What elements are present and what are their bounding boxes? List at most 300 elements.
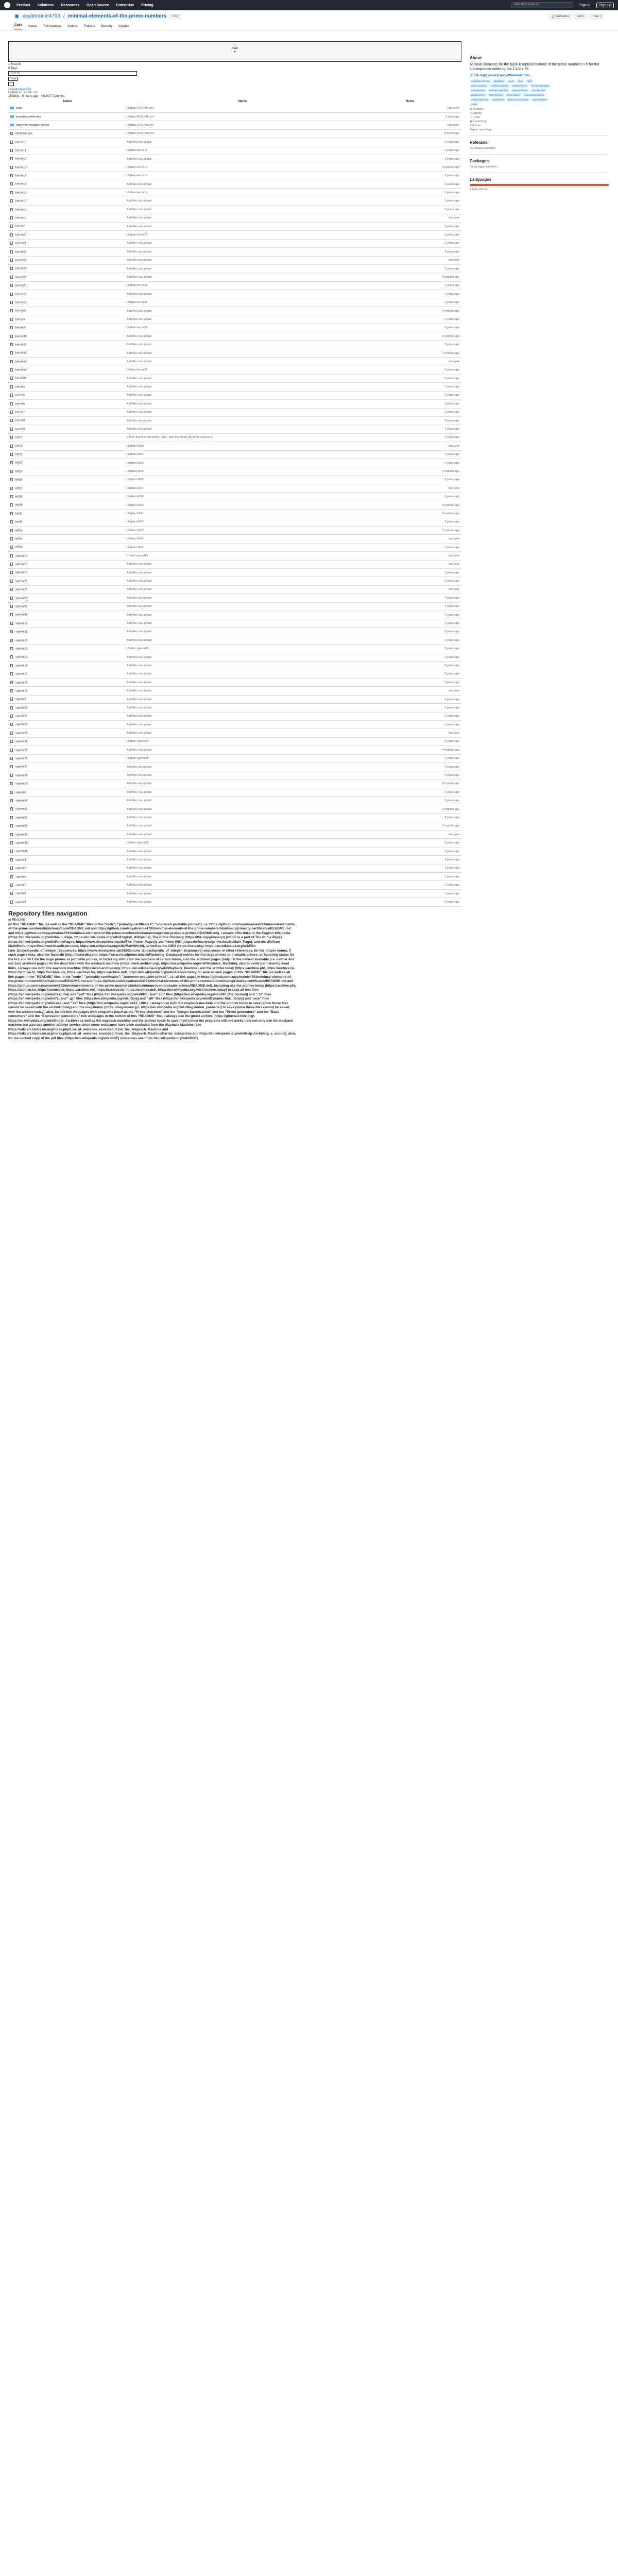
file-name-link[interactable]: vajsem24 [15, 740, 28, 743]
file-icon [10, 630, 13, 633]
file-name-link[interactable]: unproven-probable-primes [16, 123, 49, 127]
file-name-link[interactable]: vajsem9 [15, 901, 26, 904]
topic-tag[interactable]: prime-factors [505, 93, 522, 97]
activity-link-label: Activity [472, 112, 482, 115]
file-commit-link[interactable]: Add files via upload [127, 715, 151, 718]
commit-author-link[interactable]: xayahrainie4793 [8, 88, 31, 91]
file-name-link[interactable]: vajsem2 [15, 698, 26, 701]
file-commit-link[interactable]: Add files via upload [127, 664, 151, 667]
file-name-link[interactable]: kernel10 [15, 140, 27, 144]
file-commit-link[interactable]: Add files via upload [127, 850, 151, 853]
topic-tag[interactable]: prime-factorizations [507, 98, 530, 101]
topic-tag[interactable]: formal-languages [530, 84, 551, 88]
file-name-link[interactable]: vajsem19 [15, 689, 28, 693]
file-name-link[interactable]: vajsem8 [15, 892, 26, 895]
file-commit-link[interactable]: Add files via upload [127, 276, 151, 279]
file-name-link[interactable]: vajsem22 [15, 723, 28, 726]
sign-in-link[interactable]: Sign in [579, 3, 591, 7]
file-name-link[interactable]: kernel35 [15, 368, 27, 372]
file-name-link[interactable]: kernel6 [15, 402, 25, 406]
file-name-link[interactable]: vajsem35 [15, 841, 28, 845]
file-name-link[interactable]: left17 [15, 436, 23, 439]
file-commit-link[interactable]: Update vajsem13 [127, 647, 149, 651]
file-commit-link[interactable]: Add files via upload [127, 411, 151, 414]
file-commit-link[interactable]: Add files via upload [127, 875, 151, 878]
sign-up-button[interactable]: Sign up [596, 3, 614, 8]
file-name-link[interactable]: vajsem33 [15, 824, 28, 828]
file-name-link[interactable]: README.md [15, 132, 32, 135]
file-commit-link[interactable]: Update vajsem35 [127, 841, 149, 845]
topic-tag[interactable]: million-table-tool [470, 98, 490, 101]
notifications-button[interactable] [549, 14, 572, 19]
file-name-cell [8, 189, 127, 197]
file-name-link[interactable]: kernel12 [15, 157, 27, 161]
file-commit-link[interactable]: Add files via upload [127, 807, 151, 811]
file-commit-link[interactable]: Add files via upload [127, 816, 151, 819]
file-name-link[interactable]: vajsem32 [15, 816, 28, 820]
file-icon [10, 259, 13, 262]
file-commit-link[interactable]: Update left27 [127, 486, 144, 490]
file-commit-link[interactable]: Add files via upload [127, 698, 151, 701]
file-name-link[interactable]: left32 [15, 520, 23, 524]
file-commit-link[interactable]: Add files via upload [127, 867, 151, 870]
file-icon [10, 529, 13, 532]
topic-tag[interactable]: unsolved-problems [523, 93, 545, 97]
file-commit-link[interactable]: Add files via upload [127, 267, 151, 270]
file-name-link[interactable]: vajsem31 [15, 807, 28, 811]
packages-heading[interactable]: Packages [470, 159, 489, 163]
file-name-link[interactable]: left33 [15, 529, 23, 532]
commit-message-cell [127, 239, 358, 247]
repo-name-link[interactable]: minimal-elements-of-the-prime-numbers [67, 13, 167, 19]
file-commit-link[interactable]: Add files via upload [127, 571, 151, 574]
file-commit-link[interactable]: Add files via upload [127, 199, 151, 203]
topic-tag[interactable]: finite-devices [488, 93, 504, 97]
file-commit-link[interactable]: a PRP found for the family {8}{0}, also the family {8}{0}8 is covered b… [127, 436, 216, 439]
branch-selector[interactable] [8, 41, 461, 62]
commit-date: 2 years ago [358, 408, 461, 416]
topic-tag[interactable]: partial-orders [470, 93, 487, 97]
file-commit-link[interactable]: Add files via upload [127, 377, 151, 380]
file-commit-link[interactable]: Add files via upload [127, 723, 151, 726]
file-commit-link[interactable]: Update kernel28 [127, 301, 148, 304]
file-commit-link[interactable]: Add files via upload [127, 334, 151, 338]
file-commit-link[interactable]: Add files via upload [127, 782, 151, 786]
file-commit-link[interactable]: Update left19 [127, 444, 144, 448]
tab-issues[interactable]: Issues [28, 25, 38, 28]
file-name-link[interactable]: vajsem11 [15, 630, 28, 634]
file-commit-link[interactable]: Update left33 [127, 529, 144, 532]
file-commit-link[interactable]: Update left36 [127, 546, 144, 549]
file-name-link[interactable]: vajsem27 [15, 765, 28, 769]
file-name-link[interactable]: vajsem34 [15, 833, 28, 837]
file-name-link[interactable]: special27 [15, 588, 28, 591]
fork-button[interactable] [574, 14, 587, 19]
file-commit-link[interactable]: Add files via upload [127, 402, 151, 405]
file-commit-link[interactable]: Add files via upload [127, 748, 151, 752]
file-name-link[interactable]: kernel9 [15, 428, 25, 431]
nav-enterprise[interactable]: Enterprise [116, 3, 134, 7]
file-commit-link[interactable]: Update left25 [127, 469, 144, 473]
language-item[interactable] [470, 188, 609, 191]
file-commit-link[interactable]: Update kernel20 [127, 233, 148, 237]
file-name-link[interactable]: kernel24 [15, 267, 27, 270]
file-name-link[interactable]: left21 [15, 453, 23, 456]
file-commit-link[interactable]: Create special19 [127, 554, 148, 557]
file-name-link[interactable]: kernel20 [15, 233, 27, 237]
file-name-link[interactable]: kernel15 [15, 182, 27, 186]
tab-pull-requests[interactable]: Pull requests [43, 25, 62, 28]
file-commit-link[interactable]: Add files via upload [127, 394, 151, 397]
file-name-link[interactable]: kernel16 [15, 191, 27, 195]
commit-date: 2 years ago [358, 543, 461, 551]
file-name-link[interactable]: kernel30 [15, 326, 27, 330]
commit-count-link[interactable]: 1,007 Commits [43, 95, 65, 98]
file-name-link[interactable]: left23 [15, 461, 23, 465]
file-name-link[interactable]: vajsem16 [15, 664, 28, 668]
file-name-link[interactable]: kernel36 [15, 377, 27, 380]
topic-tag[interactable]: subsequence [470, 89, 487, 92]
topic-tag[interactable]: primality-test [530, 89, 547, 92]
file-name-link[interactable]: vajsem10 [15, 622, 28, 625]
file-name-cell [8, 248, 127, 256]
commit-message-link[interactable]: Update README.md [8, 91, 38, 94]
topic-tag[interactable]: number-systems [489, 84, 509, 88]
file-name-link[interactable]: kernel28 [15, 301, 27, 304]
topic-tag[interactable]: prime-numbers [470, 84, 488, 88]
file-name-link[interactable]: left34 [15, 537, 23, 541]
topic-tag[interactable]: radix [525, 79, 534, 83]
file-commit-link[interactable]: Add files via upload [127, 360, 151, 363]
tag-count-link[interactable]: 0 Tags [8, 67, 18, 70]
file-name-link[interactable]: kernel27 [15, 293, 27, 296]
file-name-link[interactable]: kernel11 [15, 149, 26, 152]
file-name-link[interactable]: kernel14 [15, 174, 27, 178]
nav-pricing[interactable]: Pricing [141, 3, 153, 7]
file-name-link[interactable]: kernel26 [15, 284, 27, 287]
file-commit-link[interactable]: Add files via upload [127, 317, 151, 321]
file-commit-link[interactable]: Add files via upload [127, 689, 151, 693]
activity-link[interactable] [470, 112, 609, 115]
nav-product[interactable]: Product [16, 3, 30, 7]
file-name-link[interactable]: kernel18 [15, 208, 27, 212]
file-icon [10, 698, 13, 701]
file-commit-link[interactable]: Update README.md [127, 115, 153, 118]
commit-message-cell [127, 889, 358, 897]
file-commit-link[interactable]: Update kernel14 [127, 174, 148, 178]
file-name-link[interactable]: vajsem26 [15, 757, 28, 760]
file-row [8, 779, 461, 788]
file-commit-link[interactable]: Add files via upload [127, 225, 151, 228]
file-name-link[interactable]: kernel31 [15, 334, 27, 338]
homepage-link[interactable] [470, 74, 609, 77]
file-commit-link[interactable]: Add files via upload [127, 428, 151, 431]
topic-tag[interactable]: computer-science [470, 79, 491, 83]
col-header-name: Name [63, 100, 72, 103]
file-commit-link[interactable]: Add files via upload [127, 605, 151, 608]
github-logo-icon[interactable] [4, 2, 10, 8]
file-commit-link[interactable]: Add files via upload [127, 250, 151, 253]
file-name-cell [8, 847, 127, 855]
file-name-link[interactable]: vajsem5 [15, 867, 26, 870]
file-commit-link[interactable]: Add files via upload [127, 622, 151, 625]
file-commit-link[interactable]: Update left29 [127, 503, 144, 507]
forks-link[interactable] [470, 124, 609, 127]
file-commit-link[interactable]: Update README.md [127, 132, 153, 135]
file-name-link[interactable]: vajsem13 [15, 647, 28, 651]
file-name-link[interactable]: kernel25 [15, 276, 27, 279]
code-button[interactable]: Code [8, 77, 18, 81]
file-commit-link[interactable]: Add files via upload [127, 563, 151, 566]
file-commit-link[interactable]: Update left28 [127, 495, 144, 499]
file-name-link[interactable]: kernel8 [15, 419, 25, 422]
nav-solutions[interactable]: Solutions [37, 3, 54, 7]
nav-open-source[interactable]: Open Source [87, 3, 109, 7]
topic-tag[interactable]: open-problems [511, 89, 529, 92]
file-name-link[interactable]: vajsem18 [15, 681, 28, 684]
nav-resources[interactable]: Resources [61, 3, 80, 7]
commit-message-cell [127, 121, 358, 129]
topic-tag[interactable]: number-theory [511, 84, 529, 88]
file-name-link[interactable]: kernel17 [15, 199, 27, 203]
file-commit-link[interactable]: Add files via upload [127, 672, 151, 676]
file-commit-link[interactable]: Add files via upload [127, 638, 151, 642]
file-commit-link[interactable]: Add files via upload [127, 259, 151, 262]
file-name-link[interactable]: vajsem7 [15, 884, 26, 887]
file-commit-link[interactable]: Add files via upload [127, 790, 151, 794]
file-commit-link[interactable]: Add files via upload [127, 630, 151, 634]
file-name-link[interactable]: kernel21 [15, 242, 27, 245]
commit-date: 2 years ago [358, 425, 461, 433]
file-commit-link[interactable]: Add files via upload [127, 613, 151, 617]
readme-link[interactable] [470, 108, 609, 111]
commit-date: last year [358, 535, 461, 543]
file-commit-link[interactable]: Add files via upload [127, 385, 151, 389]
file-row [8, 493, 461, 501]
file-name-link[interactable]: left36 [15, 546, 23, 549]
search-input[interactable]: Search or jump to... [511, 2, 573, 8]
tab-actions[interactable]: Actions [67, 25, 78, 28]
file-name-link[interactable]: left31 [15, 512, 23, 516]
go-to-file-input[interactable]: Go to file [8, 71, 137, 76]
file-commit-link[interactable]: Update kernel16 [127, 191, 148, 195]
file-commit-link[interactable]: Update left26 [127, 478, 144, 482]
file-commit-link[interactable]: Add files via upload [127, 216, 151, 220]
file-name-link[interactable]: left28 [15, 495, 23, 499]
commit-date: last year [358, 214, 461, 222]
file-name-link[interactable]: vajsem29 [15, 782, 28, 786]
file-commit-link[interactable]: Update README.md [127, 123, 153, 127]
file-name-link[interactable]: left19 [15, 445, 23, 448]
file-commit-link[interactable]: Update vajsem26 [127, 757, 149, 760]
file-commit-link[interactable]: Add files via upload [127, 182, 151, 186]
file-commit-link[interactable]: Update kernel35 [127, 368, 148, 372]
commit-date: 2 years ago [358, 594, 461, 602]
file-name-link[interactable]: vajsem6 [15, 875, 26, 878]
file-icon [10, 326, 13, 329]
file-commit-link[interactable]: Add files via upload [127, 419, 151, 422]
file-name-link[interactable]: vajsem23 [15, 732, 28, 735]
file-name-link[interactable]: kernel4 [15, 385, 25, 389]
topic-tag[interactable]: heuristic-algorithm [488, 89, 510, 92]
book-icon: ▤ [8, 918, 12, 922]
file-commit-link[interactable]: Update README.md [127, 106, 153, 110]
file-name-link[interactable]: kernel13 [15, 166, 27, 170]
file-name-link[interactable]: special35 [15, 613, 28, 617]
file-name-link[interactable]: kernel23 [15, 259, 27, 262]
file-icon [10, 318, 13, 321]
file-commit-link[interactable]: Add files via upload [127, 833, 151, 836]
file-name-cell [8, 670, 127, 678]
file-commit-link[interactable]: Update left23 [127, 461, 144, 465]
commit-sha[interactable]: 15fd83c [8, 95, 20, 98]
file-name-link[interactable]: vajsem20 [15, 706, 28, 710]
file-commit-link[interactable]: Add files via upload [127, 292, 151, 296]
file-commit-link[interactable]: Update kernel11 [127, 149, 147, 152]
file-name-link[interactable]: left27 [15, 487, 23, 490]
file-commit-link[interactable]: Add files via upload [127, 900, 151, 904]
commit-message-cell [127, 391, 358, 399]
topic-tag[interactable]: prime-families [531, 98, 548, 101]
file-name-link[interactable]: left25 [15, 470, 23, 473]
file-icon [10, 191, 13, 194]
file-name-link[interactable]: vajsem28 [15, 774, 28, 777]
tab-insights[interactable]: Insights [118, 25, 129, 28]
file-commit-link[interactable]: Update kernel30 [127, 326, 148, 330]
file-name-link[interactable]: special19 [15, 554, 28, 558]
file-commit-link[interactable]: Update left21 [127, 453, 144, 456]
file-commit-link[interactable]: Add files via upload [127, 774, 151, 777]
file-name-link[interactable]: vajsem3 [15, 791, 26, 794]
file-commit-link[interactable]: Add files via upload [127, 309, 151, 313]
file-commit-link[interactable]: Update left32 [127, 520, 144, 524]
topic-tag[interactable]: base [517, 79, 525, 83]
file-name-link[interactable]: vajsem25 [15, 749, 28, 752]
file-name-link[interactable]: special23 [15, 563, 28, 566]
file-name-link[interactable]: special26 [15, 580, 28, 583]
file-name-link[interactable]: special28 [15, 597, 28, 600]
commit-message-cell [127, 206, 358, 214]
file-name-link[interactable]: vajsem17 [15, 672, 28, 676]
file-commit-link[interactable]: Add files via upload [127, 681, 151, 684]
file-commit-link[interactable]: Add files via upload [127, 140, 151, 144]
file-icon [10, 233, 13, 236]
readme-tab[interactable] [8, 918, 461, 922]
file-commit-link[interactable]: Add files via upload [127, 824, 151, 828]
commit-time: 8 hours ago [22, 95, 39, 98]
file-name-link[interactable]: kernel33 [15, 351, 27, 355]
file-name-link[interactable]: vajsem12 [15, 639, 28, 642]
file-name-link[interactable]: vajsem4 [15, 858, 26, 862]
file-commit-link[interactable]: Add files via upload [127, 858, 151, 861]
file-name-link[interactable]: code [16, 106, 22, 110]
topic-tag[interactable]: millon [470, 103, 479, 106]
packages-section [470, 159, 609, 168]
report-repository-link[interactable]: Report repository [470, 128, 492, 131]
file-commit-link[interactable]: Update kernel13 [127, 165, 148, 169]
file-commit-link[interactable]: Update left31 [127, 512, 144, 515]
topic-tag[interactable]: algorithms [492, 79, 506, 83]
file-row [8, 206, 461, 214]
file-commit-link[interactable]: Add files via upload [127, 208, 151, 211]
file-name-link[interactable]: kernel22 [15, 250, 27, 254]
tab-security[interactable]: Security [101, 25, 113, 28]
file-icon [10, 774, 13, 777]
commit-date: 2 years ago [358, 889, 461, 897]
file-name-link[interactable]: kernel34 [15, 360, 27, 364]
file-name-link[interactable]: kernel3 [15, 318, 25, 321]
file-name-link[interactable]: kernel19 [15, 216, 27, 220]
releases-heading[interactable]: Releases [470, 140, 488, 145]
file-commit-link[interactable]: Add files via upload [127, 588, 151, 591]
file-commit-link[interactable]: Add files via upload [127, 655, 151, 659]
file-name-link[interactable]: vajsem30 [15, 799, 28, 803]
file-name-link[interactable]: kernel2 [15, 225, 25, 228]
file-commit-link[interactable]: Add files via upload [127, 765, 151, 769]
star-button[interactable] [589, 14, 604, 19]
topic-tag[interactable]: minimal-set [491, 98, 506, 101]
file-name-link[interactable]: left26 [15, 478, 23, 482]
file-commit-link[interactable]: Update vajsem24 [127, 740, 149, 743]
file-commit-link[interactable]: Add files via upload [127, 732, 151, 735]
file-name-link[interactable]: primality-certificates [16, 115, 41, 118]
file-commit-link[interactable]: Add files via upload [127, 351, 151, 355]
file-commit-link[interactable]: Add files via upload [127, 580, 151, 583]
file-name-link[interactable]: special25 [15, 571, 28, 574]
commit-message-cell [127, 577, 358, 585]
file-name-link[interactable]: vajsem36 [15, 850, 28, 853]
file-commit-link[interactable]: Add files via upload [127, 884, 151, 887]
more-options-icon[interactable]: ··· [8, 82, 14, 86]
file-commit-link[interactable]: Add files via upload [127, 706, 151, 709]
commit-date: 2 years ago [358, 518, 461, 526]
commit-message-cell [127, 307, 358, 315]
file-row [8, 729, 461, 737]
history-icon: ⟲ [41, 95, 44, 98]
file-name-link[interactable]: vajsem14 [15, 655, 28, 659]
file-commit-link[interactable]: Add files via upload [127, 157, 151, 161]
file-commit-link[interactable]: Update kernel26 [127, 284, 148, 287]
topic-tag[interactable]: proof [507, 79, 515, 83]
file-name-cell [8, 214, 127, 222]
file-commit-link[interactable]: Add files via upload [127, 799, 151, 803]
file-commit-link[interactable]: Add files via upload [127, 892, 151, 895]
file-name-link[interactable]: kernel32 [15, 343, 27, 347]
file-commit-link[interactable]: Add files via upload [127, 242, 151, 245]
tab-projects[interactable]: Projects [83, 25, 95, 28]
file-row [8, 459, 461, 467]
file-name-link[interactable]: kernel7 [15, 411, 25, 414]
commit-message-cell [127, 155, 358, 163]
file-name-link[interactable]: vajsem21 [15, 715, 28, 718]
file-icon [10, 487, 13, 490]
file-name-link[interactable]: special32 [15, 605, 28, 608]
branch-count-link[interactable]: 1 Branch [8, 63, 21, 66]
stars-link[interactable] [470, 116, 609, 119]
file-name-link[interactable]: kernel5 [15, 394, 25, 397]
languages-section [470, 177, 609, 191]
watching-link[interactable] [470, 120, 609, 123]
file-name-link[interactable]: kernel29 [15, 309, 27, 313]
file-row [8, 163, 461, 172]
repo-owner-link[interactable]: xayahrainie4793 [22, 13, 60, 19]
file-commit-link[interactable]: Add files via upload [127, 343, 151, 347]
file-commit-link[interactable]: Add files via upload [127, 596, 151, 600]
file-name-link[interactable]: left29 [15, 503, 23, 507]
file-commit-link[interactable]: Update left34 [127, 537, 144, 541]
tab-code[interactable]: Code [14, 24, 22, 30]
file-icon [10, 436, 13, 439]
